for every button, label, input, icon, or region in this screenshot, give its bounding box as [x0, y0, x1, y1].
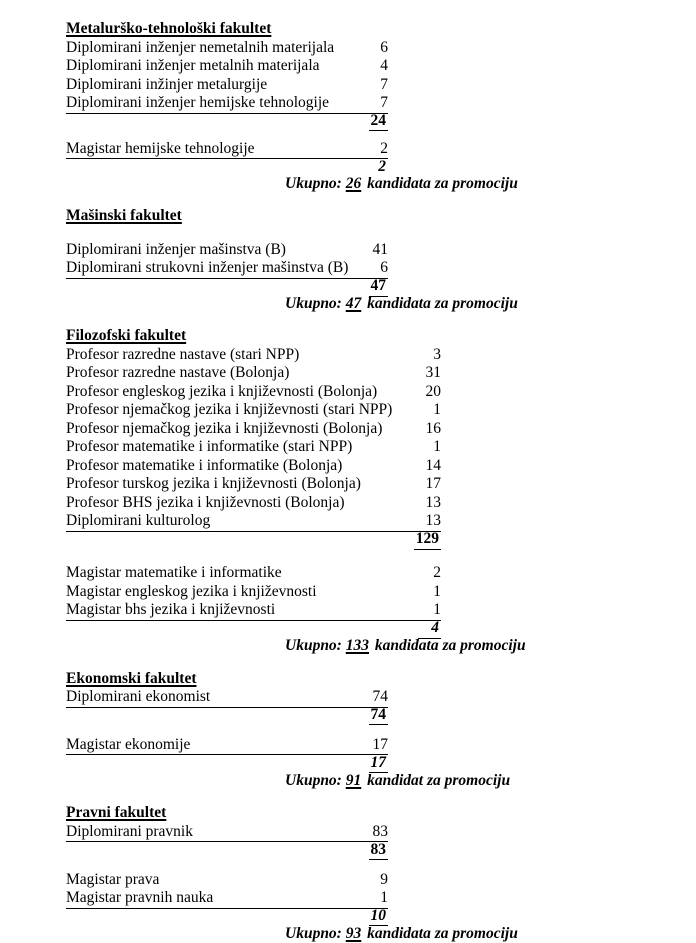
- row-label: Diplomirani pravnik: [66, 822, 193, 840]
- table-row: [66, 241, 388, 260]
- row-value: 31: [425, 364, 441, 382]
- table-row: [66, 57, 388, 76]
- row-value: 6: [380, 259, 388, 277]
- table-row: [66, 94, 388, 114]
- table-row: [66, 494, 441, 513]
- spacer: [66, 548, 441, 564]
- row-value: 83: [372, 822, 388, 840]
- group-subtotal: 4: [418, 619, 441, 639]
- section-total: [285, 295, 630, 314]
- total-suffix: kandidata za promociju: [367, 924, 518, 942]
- section-total: [285, 637, 630, 656]
- row-label: Diplomirani inženjer mašinstva (B): [66, 240, 286, 258]
- row-value: 2: [433, 564, 441, 582]
- table-row: [66, 512, 441, 532]
- group-subtotal-line: [66, 277, 388, 297]
- row-value: 6: [380, 38, 388, 56]
- row-label: Magistar matematike i informatike: [66, 564, 282, 582]
- group-subtotal-line: [66, 706, 388, 726]
- table-row: [66, 346, 441, 365]
- row-value: 2: [380, 139, 388, 157]
- section-filozofski: [66, 327, 630, 655]
- row-value: 7: [380, 75, 388, 93]
- degree-table: [66, 39, 388, 177]
- row-label: Diplomirani inženjer nemetalnih materijala: [66, 38, 335, 56]
- row-label: Diplomirani inženjer metalnih materijala: [66, 57, 320, 74]
- degree-table: [66, 688, 388, 773]
- table-row: [66, 76, 388, 95]
- table-row: [66, 871, 388, 890]
- total-label: Ukupno:: [285, 637, 342, 655]
- degree-table: [66, 823, 388, 927]
- row-label: Magistar engleskog jezika i književnosti: [66, 582, 317, 600]
- section-total: [285, 772, 630, 791]
- row-value: 1: [433, 582, 441, 600]
- row-label: Profesor razredne nastave (stari NPP): [66, 345, 300, 363]
- table-row: [66, 736, 388, 756]
- row-label: Profesor BHS jezika i književnosti (Bolonja): [66, 493, 345, 511]
- total-label: Ukupno:: [285, 924, 342, 942]
- row-label: Diplomirani inžinjer metalurgije: [66, 75, 268, 93]
- group-subtotal: 10: [369, 907, 389, 927]
- table-row: [66, 583, 441, 602]
- row-label: Magistar prava: [66, 870, 160, 888]
- row-label: Magistar ekonomije: [66, 735, 191, 753]
- row-value: 1: [433, 601, 441, 619]
- spacer: [66, 859, 388, 871]
- row-value: 3: [433, 345, 441, 363]
- degree-table: [66, 346, 441, 639]
- row-value: 13: [425, 512, 441, 530]
- group-subtotal-line: [66, 754, 388, 774]
- spacer: [66, 226, 630, 241]
- total-count: 91: [345, 771, 362, 789]
- row-value: 20: [425, 382, 441, 400]
- section-metalursko-tehnoloski: [66, 20, 630, 193]
- section-title: Pravni fakultet: [66, 804, 167, 822]
- total-label: Ukupno:: [285, 174, 342, 192]
- group-subtotal-line: [66, 530, 441, 550]
- row-label: Profesor engleskog jezika i književnosti (Bolonja): [66, 382, 378, 400]
- total-count: 93: [345, 924, 362, 942]
- table-row: [66, 601, 441, 621]
- row-label: Magistar hemijske tehnologije: [66, 139, 255, 157]
- row-label: Profesor matematike i informatike (stari NPP): [66, 438, 353, 456]
- spacer: [66, 130, 388, 140]
- row-label: Profesor turskog jezika i književnosti (Bolonja): [66, 475, 361, 493]
- section-title: Ekonomski fakultet: [66, 669, 197, 687]
- row-value: 14: [425, 456, 441, 474]
- table-row: [66, 564, 441, 583]
- group-subtotal: 47: [369, 277, 389, 297]
- row-label: Profesor njemačkog jezika i književnosti (Bolonja): [66, 419, 383, 437]
- table-row: [66, 889, 388, 909]
- group-subtotal: 83: [369, 841, 389, 861]
- row-value: 7: [380, 94, 388, 111]
- row-label: Profesor razredne nastave (Bolonja): [66, 364, 290, 382]
- section-title: Metalurško-tehnološki fakultet: [66, 20, 272, 37]
- table-row: [66, 401, 441, 420]
- row-value: 1: [433, 438, 441, 456]
- row-label: Diplomirani ekonomist: [66, 688, 211, 706]
- total-suffix: kandidata za promociju: [367, 174, 518, 192]
- table-row: [66, 475, 441, 494]
- total-label: Ukupno:: [285, 294, 342, 312]
- group-subtotal: 17: [369, 754, 389, 774]
- row-value: 1: [380, 889, 388, 906]
- row-label: Diplomirani inženjer hemijske tehnologije: [66, 94, 330, 111]
- row-value: 9: [380, 870, 388, 888]
- section-masinski: [66, 207, 630, 313]
- table-row: [66, 259, 388, 279]
- group-subtotal: 2: [378, 157, 386, 175]
- section-total: [285, 175, 630, 194]
- row-label: Diplomirani strukovni inženjer mašinstva (B): [66, 259, 349, 277]
- total-suffix: kandidata za promociju: [374, 637, 526, 655]
- group-subtotal: 129: [414, 530, 441, 550]
- section-title: Mašinski fakultet: [66, 207, 182, 225]
- row-value: 41: [372, 240, 388, 258]
- group-subtotal-line: [66, 619, 441, 639]
- group-subtotal: 74: [369, 706, 389, 726]
- group-subtotal-line: [66, 907, 388, 927]
- total-count: 133: [345, 637, 369, 655]
- table-row: [66, 823, 388, 843]
- section-total: [285, 925, 630, 943]
- table-row: [66, 688, 388, 708]
- group-subtotal-line: [66, 112, 388, 132]
- spacer: [66, 724, 388, 736]
- total-count: 47: [345, 294, 362, 312]
- table-row: [66, 420, 441, 439]
- group-subtotal-line: [66, 158, 388, 177]
- row-value: 17: [372, 735, 388, 753]
- section-title: Filozofski fakultet: [66, 327, 187, 345]
- row-label: Magistar bhs jezika i književnosti: [66, 601, 276, 619]
- table-row: [66, 140, 388, 160]
- table-row: [66, 39, 388, 58]
- total-label: Ukupno:: [285, 771, 342, 789]
- table-row: [66, 364, 441, 383]
- group-subtotal-line: [66, 841, 388, 861]
- table-row: [66, 457, 441, 476]
- row-label: Profesor njemačkog jezika i književnosti (stari NPP): [66, 401, 393, 419]
- row-label: Magistar pravnih nauka: [66, 889, 214, 906]
- degree-table: [66, 241, 388, 297]
- row-value: 4: [380, 57, 388, 74]
- row-label: Diplomirani kulturolog: [66, 512, 211, 530]
- table-row: [66, 438, 441, 457]
- section-ekonomski: [66, 670, 630, 791]
- total-suffix: kandidat za promociju: [367, 771, 511, 789]
- row-value: 16: [425, 419, 441, 437]
- table-row: [66, 383, 441, 402]
- section-pravni: [66, 804, 630, 943]
- total-count: 26: [345, 174, 362, 192]
- row-label: Profesor matematike i informatike (Bolonja): [66, 456, 343, 474]
- group-subtotal: 24: [369, 112, 389, 132]
- row-value: 74: [372, 688, 388, 706]
- total-suffix: kandidata za promociju: [367, 294, 518, 312]
- row-value: 1: [433, 401, 441, 419]
- row-value: 13: [425, 493, 441, 511]
- row-value: 17: [425, 475, 441, 493]
